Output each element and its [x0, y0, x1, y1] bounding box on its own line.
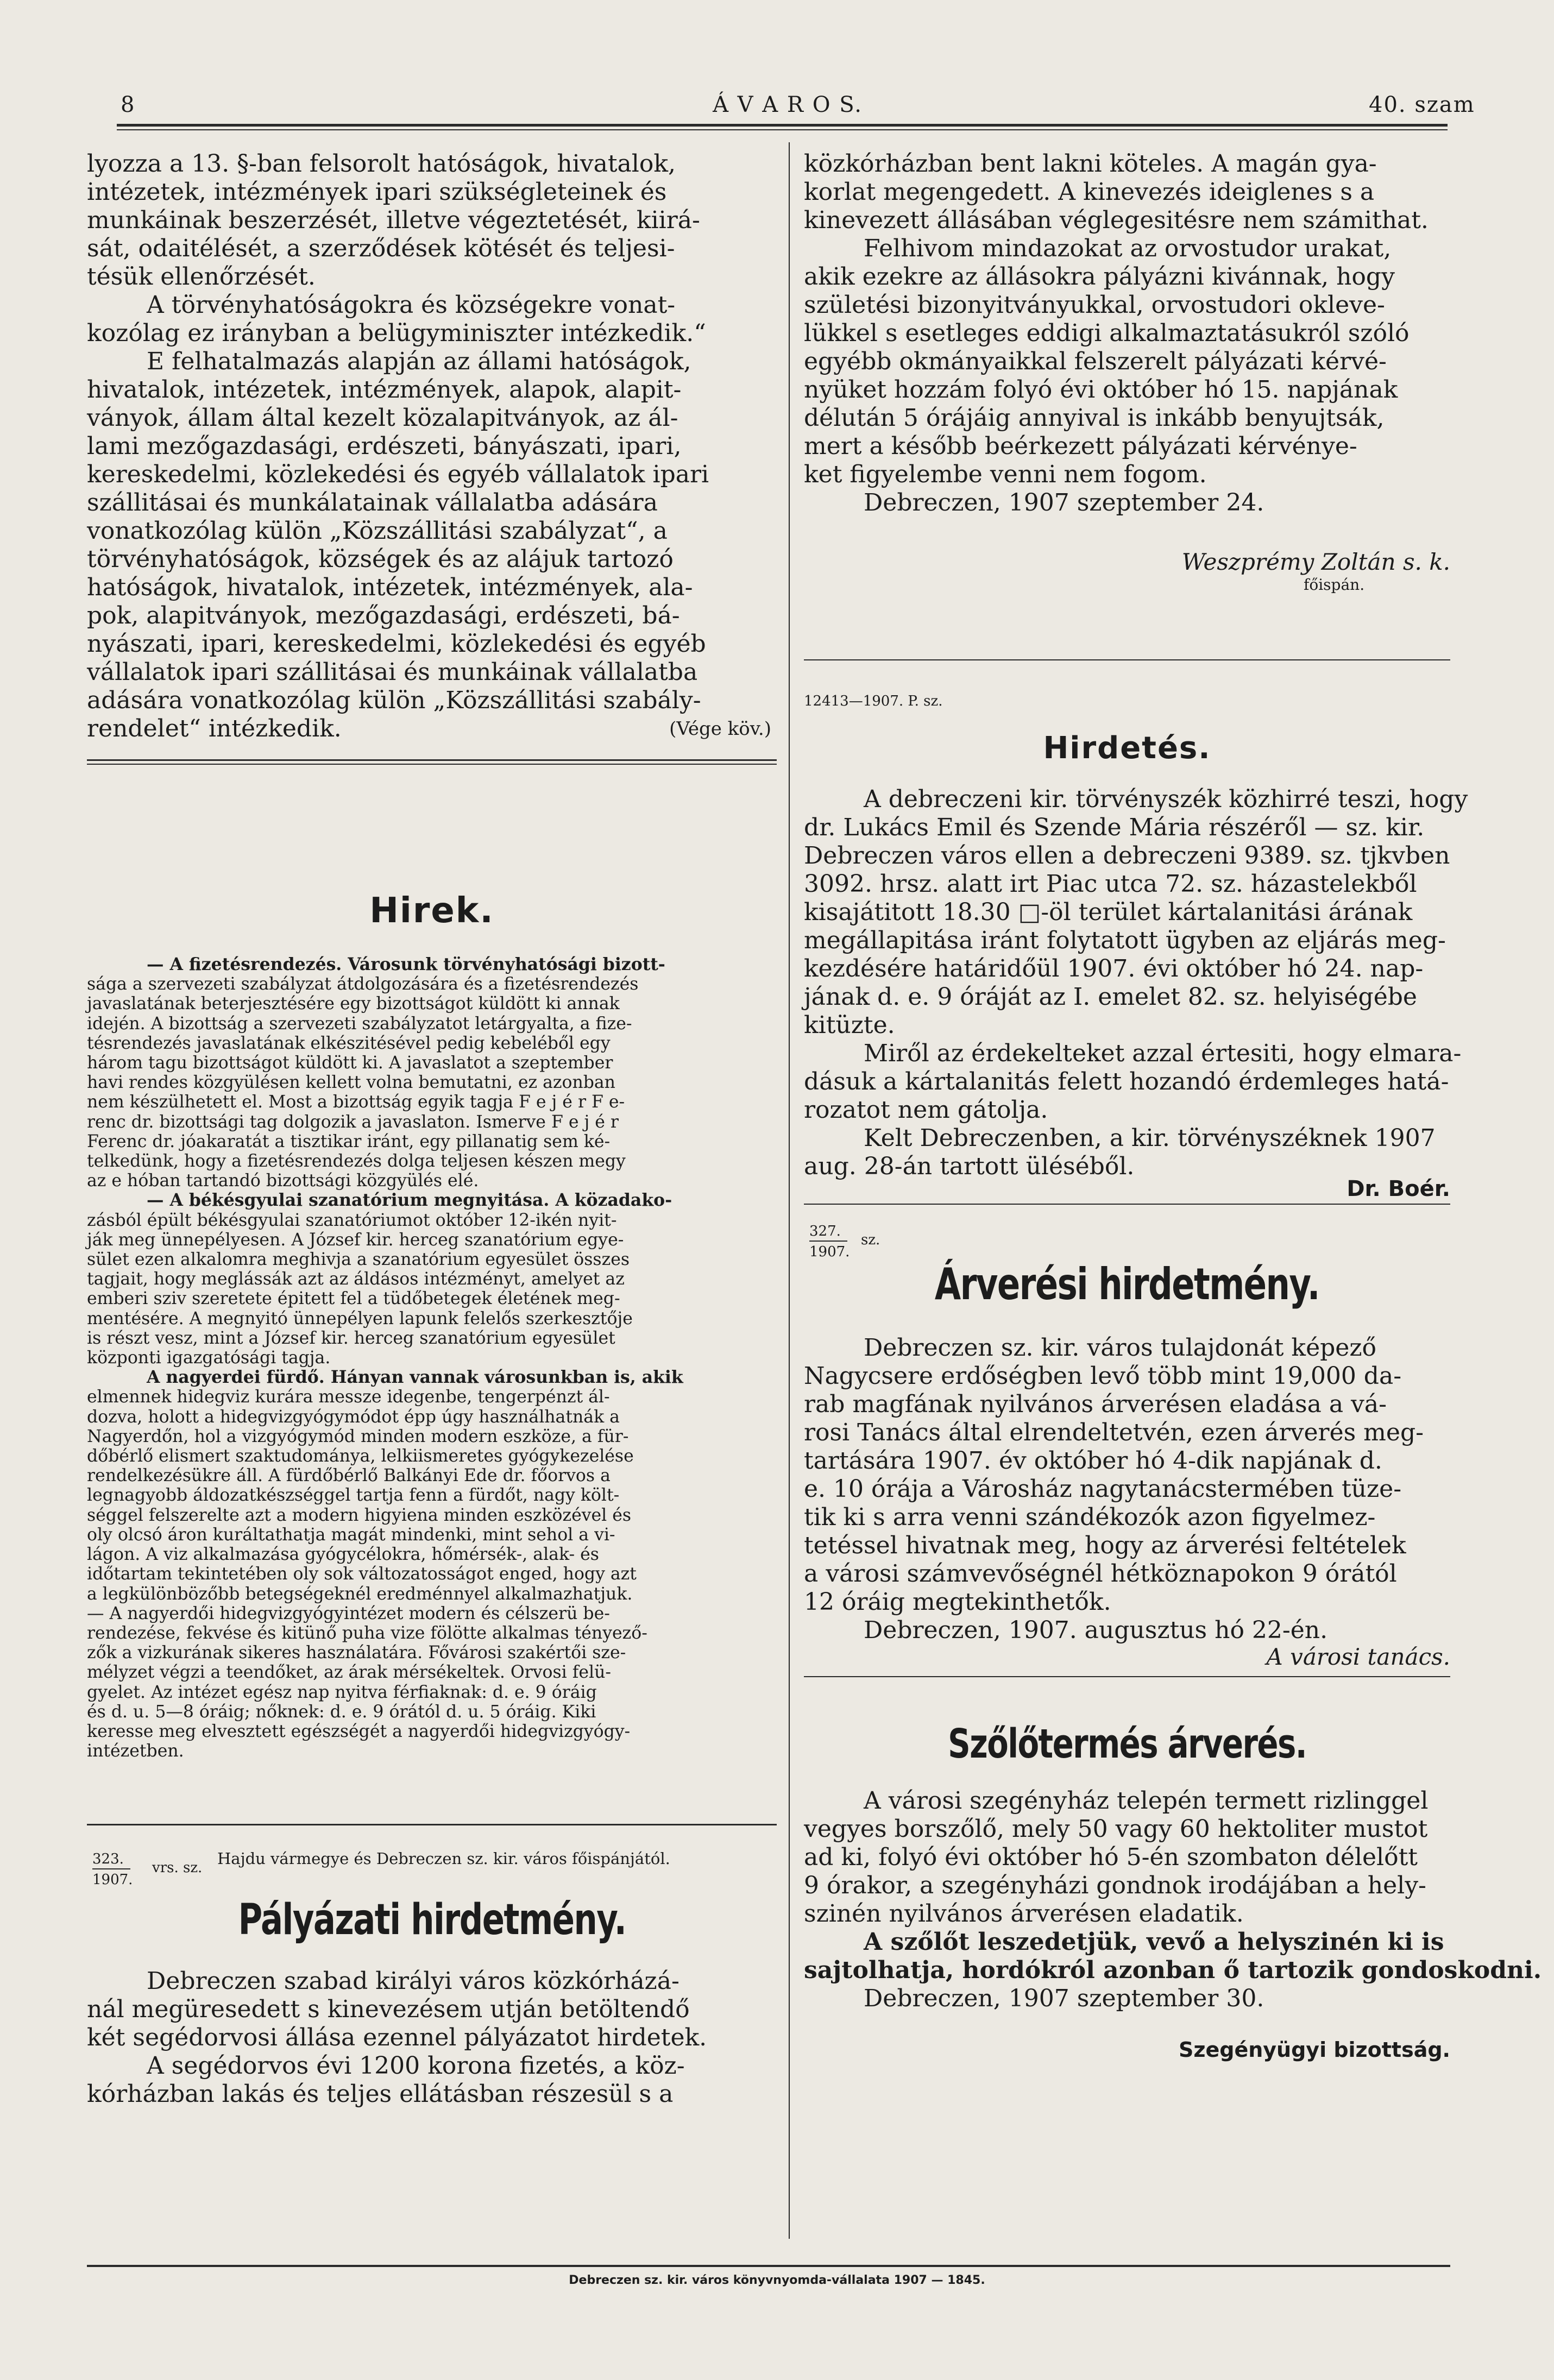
news-line: három tagu bizottságot küldött ki. A javaslatot a szeptember: [87, 1053, 613, 1073]
article-line: kereskedelmi, közlekedési és egyéb vállalatok ipari: [87, 461, 709, 488]
news-line: elmennek hidegviz kurára messze idegenbe, tengerpénzt ál-: [87, 1387, 610, 1407]
szolo-line: szinén nyilvános árverésen eladatik.: [804, 1900, 1244, 1928]
article-line: lyozza a 13. §-ban felsorolt hatóságok, hivatalok,: [87, 150, 676, 178]
palyazat-line: két segédorvosi állása ezennel pályázatot hirdetek.: [87, 2024, 707, 2051]
article-line-last: rendelet“ intézkedik.: [87, 715, 342, 742]
article-line: szállitásai és munkálatainak vállalatba adására: [87, 489, 658, 517]
arveresi-fraction-line: [809, 1241, 847, 1242]
article-end-note: (Vége köv.): [669, 718, 771, 740]
article-rule: [87, 759, 777, 761]
arveresi-number: 327.: [809, 1223, 841, 1239]
cont-line: Debreczen, 1907 szeptember 24.: [864, 489, 1264, 517]
arveresi-rule: [804, 1676, 1450, 1677]
news-line: a legkülönbözőbb betegségeknél eredménnyel alkalmazhatjuk.: [87, 1584, 633, 1604]
news-line: gyelet. Az intézet egész nap nyitva férfiaknak: d. e. 9 óráig: [87, 1682, 597, 1702]
hirdetes-line: Kelt Debreczenben, a kir. törvényszéknek 1907: [864, 1124, 1436, 1152]
news-line: sület ezen alkalomra meghivja a szanatórium egyesület összes: [87, 1250, 630, 1270]
arveresi-line: tik ki s arra venni szándékozók azon figyelmez-: [804, 1503, 1376, 1531]
column-divider: [789, 142, 790, 2239]
issue-number: 40. szam: [1369, 92, 1475, 117]
news-line: tésrendezés javaslatának elkészitésével pedig kebeléből egy: [87, 1033, 611, 1053]
cont-line: egyébb okmányaikkal felszerelt pályázati kérvé-: [804, 348, 1387, 375]
palyazat-title: Pályázati hirdetmény.: [238, 1896, 626, 1944]
article-line: E felhatalmazás alapján az állami hatóságok,: [147, 348, 691, 375]
arveresi-line: e. 10 órája a Városház nagytanácstermében tüze-: [804, 1475, 1402, 1503]
article-line: A törvényhatóságokra és községekre vonat-: [147, 291, 676, 319]
arveresi-line: Nagycsere erdőségben levő több mint 19,000 da-: [804, 1362, 1402, 1390]
hirdetes-line: aug. 28-án tartott üléséből.: [804, 1153, 1135, 1180]
article-line: ványok, állam által kezelt közalapitványok, az ál-: [87, 404, 678, 432]
cont-line: nyüket hozzám folyó évi október hó 15. napjának: [804, 376, 1398, 404]
news-line: mélyzet végzi a teendőket, az árak mérsékeltek. Orvosi felü-: [87, 1663, 612, 1683]
news-line: havi rendes közgyülésen kellett volna bemutatni, ez azonban: [87, 1073, 615, 1093]
arveresi-line: a városi számvevőségnél hétköznapokon 9 órától: [804, 1560, 1397, 1588]
news-line: tagjait, hogy meglássák azt az áldásos intézményt, amelyet az: [87, 1269, 625, 1289]
hirdetes-title: Hirdetés.: [1043, 731, 1211, 766]
palyazat-body: [87, 1967, 777, 2108]
szolo-line: vegyes borszőlő, mely 50 vagy 60 hektoliter mustot: [804, 1815, 1428, 1843]
hirdetes-line: kezdésére határidőül 1907. évi október hó 24. nap-: [804, 955, 1424, 983]
article-line: adására vonatkozólag külön „Közszállitási szabály-: [87, 687, 701, 714]
hirdetes-line: A debreczeni kir. törvényszék közhirré teszi, hogy: [864, 785, 1468, 813]
hirdetes-line: Debreczen város ellen a debreczeni 9389. sz. tjkvben: [804, 842, 1450, 870]
news-line: séggel felszerelte azt a modern higyiena minden eszközével és: [87, 1505, 632, 1525]
news-line: keresse meg elvesztett egészségét a nagyerdői hidegvizgyógy-: [87, 1721, 631, 1741]
footer-rule: [87, 2265, 1450, 2267]
pal-continuation: [804, 150, 1450, 517]
notice-suffix: vrs. sz.: [152, 1860, 203, 1876]
notice-fraction-line: [92, 1868, 130, 1869]
news-line: időtartam tekintetében oly sok változatosságot enged, hogy azt: [87, 1564, 637, 1584]
hirdetes-ref: 12413—1907. P. sz.: [804, 693, 943, 709]
arveresi-title: Árverési hirdetmény.: [934, 1259, 1320, 1309]
arveresi-line: rosi Tanács által elrendeltetvén, ezen árverés meg-: [804, 1419, 1424, 1446]
news-line: renc dr. bizottsági tag dolgozik a javaslaton. Ismerve F e j é r: [87, 1112, 619, 1132]
hirdetes-line: Miről az érdekelteket azzal értesiti, hogy elmara-: [864, 1040, 1462, 1067]
news-line: mentésére. A megnyitó ünnepélyen lapunk felelős szerkesztője: [87, 1308, 633, 1328]
article-line: vonatkozólag külön „Közszállitási szabályzat“, a: [87, 517, 668, 545]
news-line: legnagyobb áldozatkészséggel tartja fenn a fürdőt, nagy költ-: [87, 1485, 620, 1506]
article-line: [87, 715, 777, 743]
hirdetes-rule: [804, 1204, 1450, 1205]
szolo-line: Debreczen, 1907 szeptember 30.: [864, 1985, 1264, 2012]
article-line: sát, odaitélését, a szerződések kötését és teljesi-: [87, 235, 675, 262]
article-line: hatóságok, hivatalok, intézetek, intézmények, ala-: [87, 574, 693, 601]
notice-number: 323.: [92, 1851, 124, 1867]
arveresi-line: rab magfának nyilvános árverésen eladása a vá-: [804, 1390, 1387, 1418]
cont-line: délután 5 órájáig annyival is inkább benyujtsák,: [804, 404, 1385, 432]
palyazat-line: kórházban lakás és teljes ellátásban részesül s a: [87, 2080, 674, 2108]
news-line: dozva, holott a hidegvizgyógymódot épp úgy használhatnák a: [87, 1407, 620, 1427]
palyazat-line: A segédorvos évi 1200 korona fizetés, a köz-: [147, 2052, 685, 2080]
hirdetes-body: [804, 785, 1468, 1181]
news-line: A nagyerdei fürdő. Hányan vannak városunkban is, akik: [147, 1367, 683, 1388]
palyazat-line: Debreczen szabad királyi város közkórházá-: [147, 1967, 680, 1995]
hirdetes-line: rozatot nem gátolja.: [804, 1096, 1048, 1124]
cont-rule: [804, 659, 1450, 660]
hirdetes-line: dr. Lukács Emil és Szende Mária részéről — sz. kir.: [804, 814, 1425, 841]
article-line: intézetek, intézmények ipari szükségleteinek és: [87, 178, 667, 206]
news-line: intézetben.: [87, 1741, 184, 1761]
notice-year: 1907.: [92, 1872, 133, 1888]
szolo-signer: Szegényügyi bizottság.: [1178, 2038, 1450, 2062]
news-line: az e hóban tartandó bizottsági közgyülés elé.: [87, 1171, 479, 1191]
arveresi-line: tartására 1907. év október hó 4-dik napjának d.: [804, 1447, 1382, 1475]
footer-imprint: Debreczen sz. kir. város könyvnyomda-vállalata 1907 — 1845.: [569, 2274, 985, 2287]
hirek-body: [87, 955, 777, 1761]
cont-signer: Weszprémy Zoltán s. k.: [1181, 549, 1450, 575]
arveresi-body: [804, 1334, 1450, 1645]
cont-line: közkórházban bent lakni köteles. A magán gya-: [804, 150, 1377, 178]
article-line: nyászati, ipari, kereskedelmi, közlekedési és egyéb: [87, 630, 706, 658]
cont-signer-title: főispán.: [1304, 576, 1365, 594]
article-body: [87, 150, 777, 743]
szolo-line: 9 órakor, a szegényházi gondnok irodájában a hely-: [804, 1872, 1426, 1899]
news-line: rendezése, fekvése és kitünő puha vize fölötte alkalmas tényező-: [87, 1623, 647, 1643]
arveresi-suffix: sz.: [861, 1232, 880, 1248]
hirdetes-line: jának d. e. 9 óráját az I. emelet 82. sz. helyiségébe: [804, 983, 1417, 1011]
hirdetes-signer: Dr. Boér.: [1347, 1176, 1450, 1201]
arveresi-line: Debreczen, 1907. augusztus hó 22-én.: [864, 1616, 1328, 1644]
cont-line: születési bizonyitványukkal, orvostudori okleve-: [804, 291, 1385, 319]
cont-line: ket figyelembe venni nem fogom.: [804, 461, 1207, 488]
hirdetes-line: kisajátitott 18.30 □-öl terület kártalanitási árának: [804, 898, 1413, 926]
news-line: is részt vesz, mint a József kir. herceg szanatórium egyesület: [87, 1328, 615, 1348]
news-line: idején. A bizottság a szervezeti szabályzatot letárgyalta, a fize-: [87, 1013, 632, 1034]
newspaper-title: Á V A R O S.: [713, 92, 863, 117]
arveresi-signer: A városi tanács.: [1266, 1644, 1450, 1670]
page-number: 8: [121, 92, 136, 117]
szolo-line: A városi szegényház telepén termett rizlinggel: [864, 1787, 1429, 1815]
cont-line: mert a később beérkezett pályázati kérvénye-: [804, 432, 1357, 460]
news-line: emberi sziv szeretete épitett fel a tüdőbetegek életének meg-: [87, 1289, 620, 1309]
article-line: törvényhatóságok, községek és az alájuk tartozó: [87, 545, 674, 573]
news-line: központi igazgatósági tagja.: [87, 1348, 331, 1368]
szolo-title-wrap: [804, 1721, 1450, 1767]
arveresi-line: 12 óráig megtekinthetők.: [804, 1588, 1111, 1616]
cont-line: lükkel s esetleges eddigi alkalmaztatásukról szóló: [804, 319, 1410, 347]
news-line: — A nagyerdői hidegvizgyógyintézet modern és célszerü be-: [87, 1603, 610, 1623]
cont-line: akik ezekre az állásokra pályázni kivánnak, hogy: [804, 263, 1395, 291]
arveresi-year: 1907.: [809, 1244, 850, 1260]
hirek-title: Hirek.: [369, 891, 494, 931]
arveresi-line: Debreczen sz. kir. város tulajdonát képező: [864, 1334, 1377, 1362]
news-line: és d. u. 5—8 óráig; nőknek: d. e. 9 órától d. u. 5 óráig. Kiki: [87, 1702, 596, 1722]
news-line: — A békésgyulai szanatórium megnyitása. A közadako-: [147, 1190, 672, 1211]
news-line: Ferenc dr. jóakaratát a tisztikar iránt, egy pillanatig sem ké-: [87, 1131, 611, 1151]
szolo-title: Szőlőtermés árverés.: [947, 1721, 1307, 1767]
news-line: Nagyerdőn, hol a vizgyógymód minden modern eszköze, a für-: [87, 1426, 629, 1446]
article-line: vállalatok ipari szállitásai és munkáinak vállalatba: [87, 658, 698, 686]
article-line: kozólag ez irányban a belügyminiszter intézkedik.“: [87, 319, 706, 347]
news-line: javaslatának beterjesztésére egy bizottságot küldött ki annak: [87, 994, 620, 1014]
article-line: munkáinak beszerzését, illetve végeztetését, kiirá-: [87, 206, 700, 234]
notice-rule: [87, 1824, 777, 1825]
arveresi-title-wrap: [804, 1259, 1450, 1309]
palyazat-title-wrap: [87, 1896, 777, 1944]
header-rule: [117, 124, 1448, 127]
article-line: lami mezőgazdasági, erdészeti, bányászati, ipari,: [87, 432, 682, 460]
news-line: ják meg ünnepélyesen. A József kir. herceg szanatórium egye-: [87, 1230, 624, 1250]
hirdetes-line: kitüzte.: [804, 1011, 895, 1039]
news-line: telkedünk, hogy a fizetésrendezés dolga teljesen készen megy: [87, 1151, 626, 1172]
notice-source: Hajdu vármegye és Debreczen sz. kir. város főispánjától.: [217, 1849, 670, 1868]
szolo-body: [804, 1787, 1542, 2013]
cont-line: korlat megengedett. A kinevezés ideiglenes s a: [804, 178, 1375, 206]
szolo-line: ad ki, folyó évi október hó 5-én szombaton délelőtt: [804, 1843, 1418, 1871]
news-line: oly olcsó áron kuráltathatja magát mindenki, mint sehol a vi-: [87, 1525, 615, 1545]
news-line: nem készülhetett el. Most a bizottság egyik tagja F e j é r F e-: [87, 1092, 625, 1112]
hirdetes-line: megállapitása iránt folytatott ügyben az eljárás meg-: [804, 927, 1446, 954]
article-line: tésük ellenőrzését.: [87, 263, 316, 291]
article-rule-2: [87, 764, 777, 765]
cont-line: kinevezett állásában véglegesitésre nem számithat.: [804, 206, 1429, 234]
news-line: zők a vizkurának sikeres használatára. Fővárosi szakértői sze-: [87, 1643, 626, 1663]
szolo-line: A szőlőt leszedetjük, vevő a helyszinén ki is: [864, 1928, 1444, 1956]
cont-line: Felhivom mindazokat az orvostudor urakat,: [864, 235, 1392, 262]
szolo-line: sajtolhatja, hordókról azonban ő tartozik gondoskodni.: [804, 1956, 1542, 1984]
hirdetes-line: dásuk a kártalanitás felett hozandó érdemleges hatá-: [804, 1068, 1449, 1095]
article-line: hivatalok, intézetek, intézmények, alapok, alapit-: [87, 376, 682, 404]
palyazat-line: nál megüresedett s kinevezésem utján betöltendő: [87, 1995, 690, 2023]
news-line: lágon. A viz alkalmazása gyógycélokra, hőmérsék-, alak- és: [87, 1545, 599, 1565]
arveresi-line: tetéssel hivatnak meg, hogy az árverési feltételek: [804, 1532, 1406, 1559]
news-line: — A fizetésrendezés. Városunk törvényhatósági bizott-: [147, 954, 665, 974]
news-line: sága a szervezeti szabályzat átdolgozására és a fizetésrendezés: [87, 974, 639, 994]
news-line: dőbérlő elismert szaktudományа, lelkiismeretes gyógykezelése: [87, 1446, 634, 1466]
news-line: zásból épült békésgyulai szanatóriumot október 12-ikén nyit-: [87, 1210, 617, 1230]
header-rule-thin: [117, 129, 1448, 130]
hirdetes-line: 3092. hrsz. alatt irt Piac utca 72. sz. házastelekből: [804, 870, 1417, 898]
article-line: pok, alapitványok, mezőgazdasági, erdészeti, bá-: [87, 602, 680, 629]
news-line: rendelkezésükre áll. A fürdőbérlő Balkányi Ede dr. főorvos a: [87, 1466, 611, 1486]
